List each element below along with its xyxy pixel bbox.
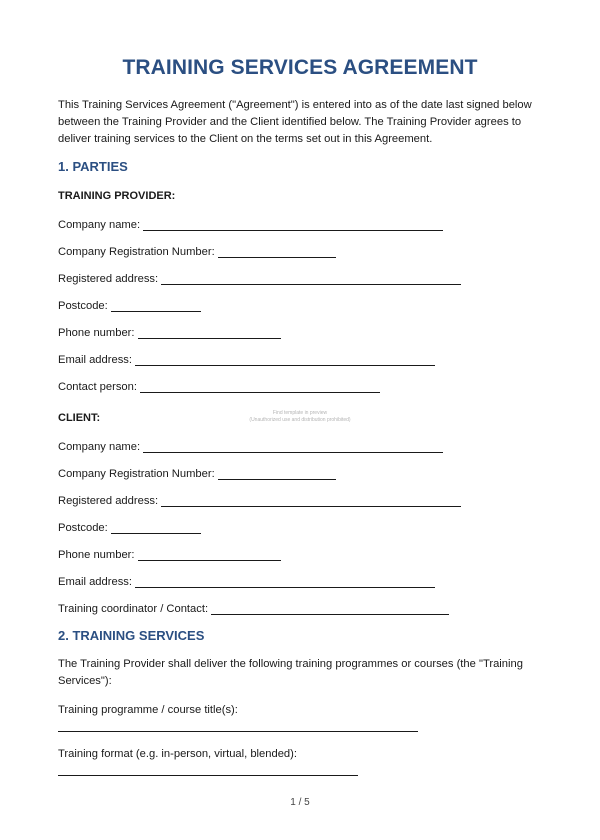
fill-in-line[interactable] xyxy=(211,602,449,615)
section-2-intro: The Training Provider shall deliver the following training programmes or courses (the "Training Services"): xyxy=(58,658,523,687)
page-number: 1 / 5 xyxy=(290,797,310,808)
field-label: Registered address: xyxy=(58,495,159,507)
fill-in-line[interactable] xyxy=(140,380,380,393)
client-heading: CLIENT: xyxy=(58,412,101,424)
fill-in-line[interactable] xyxy=(143,440,443,453)
client-phone-number-field[interactable] xyxy=(58,545,281,561)
field-label: Training coordinator / Contact: xyxy=(58,603,209,615)
training-provider-heading: TRAINING PROVIDER: xyxy=(58,190,176,202)
field-label: Email address: xyxy=(58,576,132,588)
watermark xyxy=(0,410,600,424)
field-label: Registered address: xyxy=(58,273,159,285)
client-postcode-field[interactable] xyxy=(58,518,201,534)
document-title: TRAINING SERVICES AGREEMENT xyxy=(122,56,478,79)
fill-in-line[interactable] xyxy=(111,521,201,534)
client-registered-address-field[interactable] xyxy=(58,491,461,507)
fill-in-line[interactable] xyxy=(143,218,443,231)
field-label: Contact person: xyxy=(58,381,137,393)
intro-paragraph: This Training Services Agreement ("Agreement") is entered into as of the date last signed below between the Training Provider and the Client identified below. The Training Provider agrees to deliver training services to the Client on the terms set out in this Agreement. xyxy=(58,99,532,145)
client-training-coordinator-field[interactable] xyxy=(58,599,449,615)
fill-in-line[interactable] xyxy=(218,245,336,258)
field-label: Training programme / course title(s): xyxy=(58,704,238,716)
field-label: Phone number: xyxy=(58,549,135,561)
field-label: Company name: xyxy=(58,441,141,453)
fill-in-line[interactable] xyxy=(161,494,461,507)
field-label: Postcode: xyxy=(58,522,108,534)
provider-phone-number-field[interactable] xyxy=(58,323,281,339)
field-label: Email address: xyxy=(58,354,132,366)
provider-registration-number-field[interactable] xyxy=(58,242,336,258)
field-label: Postcode: xyxy=(58,300,108,312)
provider-contact-person-field[interactable] xyxy=(58,377,380,393)
watermark-line-1: Find template in preview xyxy=(272,410,328,416)
fill-in-line[interactable] xyxy=(138,548,281,561)
fill-in-line[interactable] xyxy=(111,299,201,312)
field-label: Company Registration Number: xyxy=(58,246,215,258)
training-format-field xyxy=(58,744,297,760)
section-2-heading: 2. TRAINING SERVICES xyxy=(58,628,205,643)
provider-registered-address-field[interactable] xyxy=(58,269,461,285)
provider-company-name-field[interactable] xyxy=(58,215,443,231)
field-label: Phone number: xyxy=(58,327,135,339)
course-title-field xyxy=(58,700,238,716)
client-registration-number-field[interactable] xyxy=(58,464,336,480)
client-company-name-field[interactable] xyxy=(58,437,443,453)
provider-postcode-field[interactable] xyxy=(58,296,201,312)
section-1-heading: 1. PARTIES xyxy=(58,159,128,174)
field-label: Company name: xyxy=(58,219,141,231)
fill-in-line[interactable] xyxy=(135,575,435,588)
client-email-address-field[interactable] xyxy=(58,572,435,588)
fill-in-line[interactable] xyxy=(135,353,435,366)
fill-in-line[interactable] xyxy=(161,272,461,285)
fill-in-line[interactable] xyxy=(218,467,336,480)
field-label: Training format (e.g. in-person, virtual, blended): xyxy=(58,748,297,760)
watermark-line-2: (Unauthorized use and distribution prohibited) xyxy=(249,417,351,423)
course-title-fill-in-line[interactable] xyxy=(58,730,418,732)
training-format-fill-in-line[interactable] xyxy=(58,774,358,776)
fill-in-line[interactable] xyxy=(138,326,281,339)
provider-email-address-field[interactable] xyxy=(58,350,435,366)
field-label: Company Registration Number: xyxy=(58,468,215,480)
